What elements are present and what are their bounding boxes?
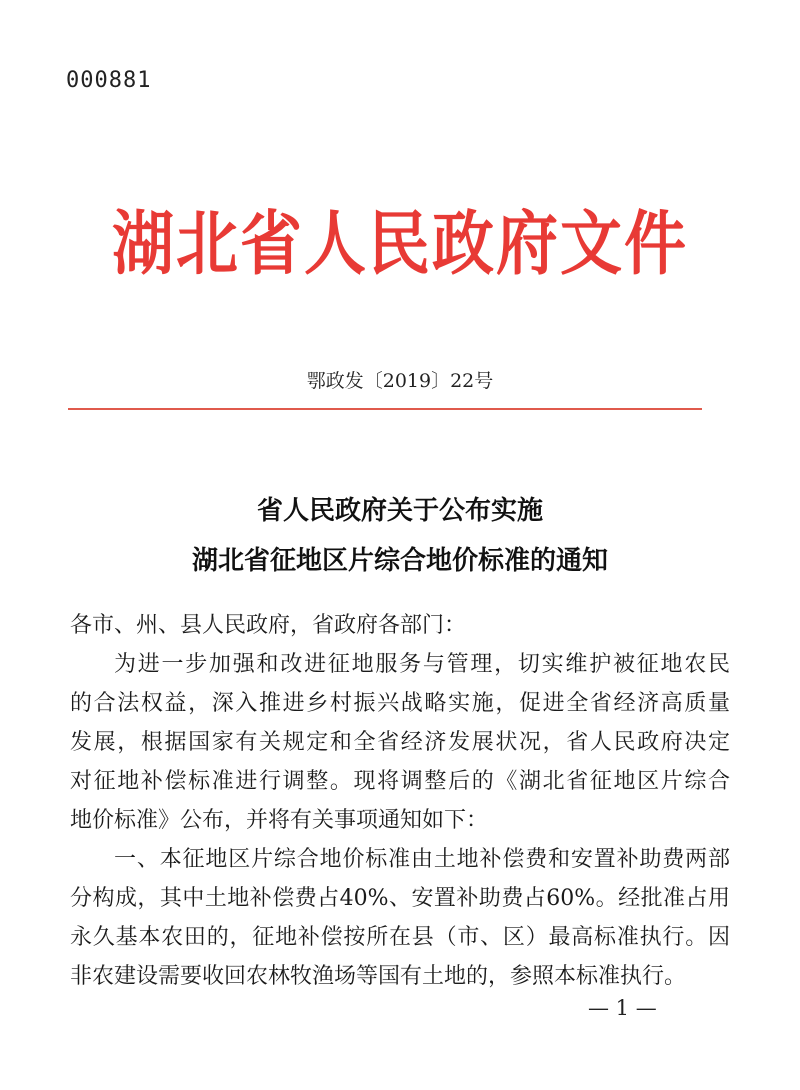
paragraph-1-line: 为进一步加强和改进征地服务与管理，切实维护被征地农民 <box>114 652 730 677</box>
paragraph-1-line: 地价标准》公布，并将有关事项通知如下： <box>70 808 489 833</box>
paragraph-2-line: 分构成，其中土地补偿费占40%、安置补助费占60%。经批准占用 <box>70 886 730 911</box>
body-paragraph-1 <box>70 645 730 840</box>
document-masthead: 湖北省人民政府文件 <box>111 202 688 285</box>
document-issue-number: 鄂政发〔2019〕22号 <box>306 370 494 392</box>
paragraph-1-line: 的合法权益，深入推进乡村振兴战略实施，促进全省经济高质量 <box>70 691 730 716</box>
salutation <box>70 606 730 645</box>
salutation-text: 各市、州、县人民政府，省政府各部门： <box>70 613 467 638</box>
paragraph-2-line: 非农建设需要收回农林牧渔场等国有土地的，参照本标准执行。 <box>70 964 687 989</box>
paragraph-2-line: 永久基本农田的，征地补偿按所在县（市、区）最高标准执行。因 <box>70 925 730 950</box>
body-paragraph-2 <box>70 840 730 996</box>
paragraph-1-line: 对征地补偿标准进行调整。现将调整后的《湖北省征地区片综合 <box>70 769 730 794</box>
document-title-line-1: 省人民政府关于公布实施 <box>256 496 543 526</box>
paragraph-2-line: 一、本征地区片综合地价标准由土地补偿费和安置补助费两部 <box>114 847 730 872</box>
document-title-line-2: 湖北省征地区片综合地价标准的通知 <box>191 546 608 576</box>
page-number: — 1 — <box>588 996 657 1020</box>
red-divider-line <box>68 408 702 410</box>
document-serial-number: 000881 <box>66 68 152 93</box>
paragraph-1-line: 发展，根据国家有关规定和全省经济发展状况，省人民政府决定 <box>70 730 730 755</box>
